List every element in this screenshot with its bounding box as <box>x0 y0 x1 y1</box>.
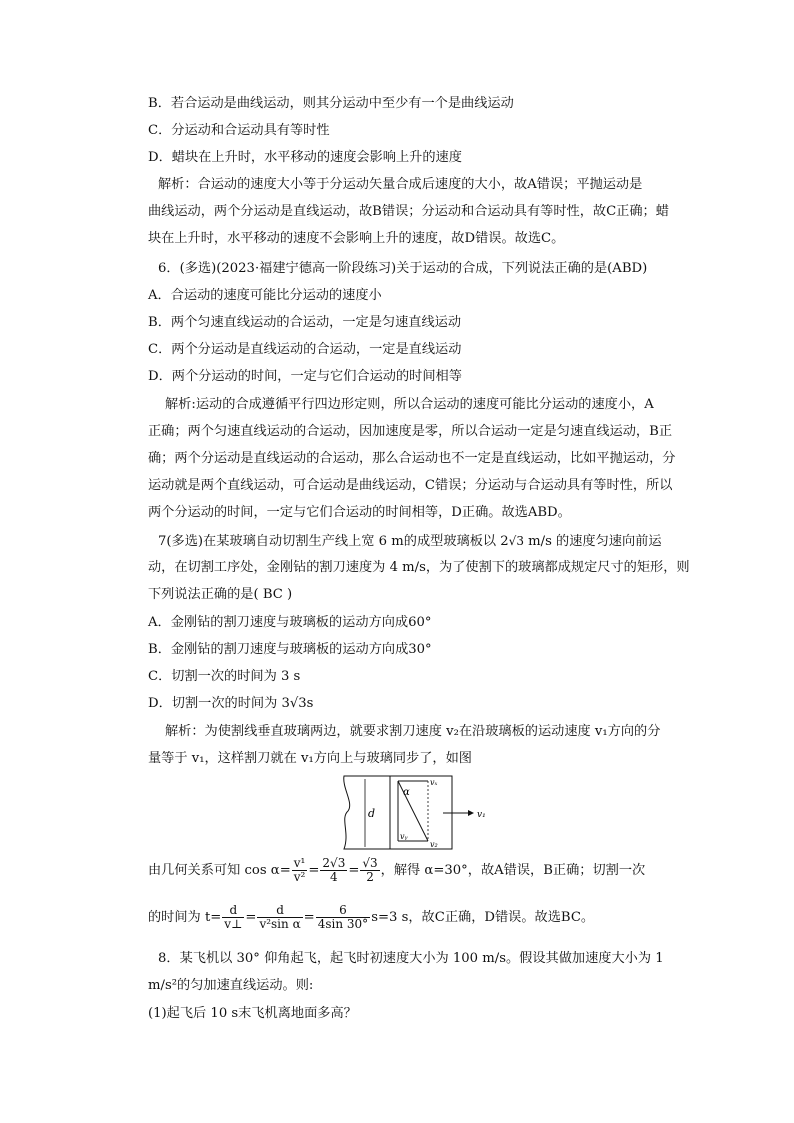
q7-equation-2: 的时间为 t= $\frac{d}{v\perp}$ = $\frac{d}{\text{v²sin α}}$ = $\frac{6}{4\sin 30^\circ}$ s=3 s，故C正确，D错误。故选BC。 <box>148 903 595 931</box>
eq2-frac-3 <box>316 904 370 931</box>
eq1-equals: = <box>348 863 360 878</box>
q6-stem: 6．(多选)(2023·福建宁德高一阶段练习)关于运动的合成，下列说法正确的是(ABD) <box>158 261 648 276</box>
eq1-frac-1 <box>292 857 308 884</box>
eq1-frac-3-num: √3 <box>362 856 378 870</box>
eq1-frac-1-num: v¹ <box>293 856 306 870</box>
q5-analysis-line: 块在上升时，水平移动的速度不会影响上升的速度，故D错误。故选C。 <box>148 231 565 246</box>
q5-option-d: D．蜡块在上升时，水平移动的速度会影响上升的速度 <box>148 150 462 165</box>
q7-stem-line-2: 动，在切割工序处，金刚钻的割刀速度为 4 m/s，为了使割下的玻璃都成规定尺寸的矩形，则 <box>148 560 690 575</box>
v1-label: v₁ <box>477 810 486 820</box>
q7-option-a: A．金刚钻的割刀速度与玻璃板的运动方向成60° <box>148 615 432 630</box>
glass-cutting-figure <box>340 773 490 853</box>
q6-analysis-line: 解析:运动的合成遵循平行四边形定则，所以合运动的速度可能比分运动的速度小，A <box>165 397 654 412</box>
eq2-frac-1-den: v⊥ <box>224 917 243 931</box>
eq2-frac-3-num: 6 <box>316 904 370 918</box>
eq2-frac-2-num: d <box>257 904 302 918</box>
eq1-frac-2-den: 4 <box>330 870 338 884</box>
eq1-prefix: 由几何关系可知 cos α= <box>148 863 291 878</box>
q7-option-b: B．金刚钻的割刀速度与玻璃板的运动方向成30° <box>148 642 432 657</box>
eq2-frac-2 <box>257 904 302 931</box>
eq2-suffix: s=3 s，故C正确，D错误。故选BC。 <box>371 910 595 925</box>
q5-analysis-line: 曲线运动，两个分运动是直线运动，故B错误；分运动和合运动具有等时性，故C正确；蜡 <box>148 204 669 219</box>
q8-stem-line-2: m/s²的匀加速直线运动。则: <box>148 978 314 993</box>
q7-stem-line-1 <box>158 532 662 551</box>
eq1-frac-3-den: 2 <box>366 870 374 884</box>
angle-label: α <box>403 787 410 798</box>
eq2-frac-1 <box>222 904 244 931</box>
eq1-frac-2-num: 2√3 <box>322 856 346 870</box>
q7-stem-line-3: 下列说法正确的是( BC ) <box>148 587 293 602</box>
eq1-frac-2 <box>320 857 347 884</box>
q7-equation-1 <box>148 856 645 886</box>
q7-stem-text: m/s 的速度匀速向前运 <box>523 534 662 549</box>
q7-analysis-line: 量等于 v₁，这样割刀就在 v₁方向上与玻璃同步了，如图 <box>148 751 472 766</box>
vy-label: vᵧ <box>400 832 408 841</box>
width-label: d <box>368 807 376 820</box>
eq1-equals: = <box>308 863 320 878</box>
q5-analysis-line: 解析：合运动的速度大小等于分运动矢量合成后速度的大小，故A错误；平抛运动是 <box>158 177 643 192</box>
q6-analysis-line: 正确；两个匀速直线运动的合运动，因加速度是零，所以合运动一定是匀速直线运动，B正 <box>148 424 672 439</box>
eq1-frac-1-den: v² <box>293 870 306 884</box>
q8-stem-line-1: 8．某飞机以 30° 仰角起飞，起飞时初速度大小为 100 m/s。假设其做加速度大小为 1 <box>158 951 664 966</box>
q6-analysis-line: 运动就是两个直线运动，可合运动是曲线运动，C错误；分运动与合运动具有等时性，所以 <box>148 478 673 493</box>
q7-option-d: D．切割一次的时间为 3√3s <box>148 696 314 711</box>
q6-analysis-line: 两个分运动的时间，一定与它们合运动的时间相等，D正确。故选ABD。 <box>148 505 571 520</box>
q7-stem-text: 7(多选)在某玻璃自动切割生产线上宽 6 m的成型玻璃板以 2 <box>158 534 509 549</box>
v2-label: v₂ <box>430 840 438 849</box>
eq2-frac-1-num: d <box>222 904 244 918</box>
q6-option-c: C．两个分运动是直线运动的合运动，一定是直线运动 <box>148 342 462 357</box>
q5-option-c: C．分运动和合运动具有等时性 <box>148 123 330 138</box>
q5-option-b: B．若合运动是曲线运动，则其分运动中至少有一个是曲线运动 <box>148 96 514 111</box>
q6-option-d: D．两个分运动的时间，一定与它们合运动的时间相等 <box>148 369 462 384</box>
eq2-frac-2-den: v²sin α <box>259 917 301 931</box>
q6-analysis-line: 确；两个分运动是直线运动的合运动，那么合运动也不一定是直线运动，比如平抛运动，分 <box>148 451 676 466</box>
q6-option-a: A．合运动的速度可能比分运动的速度小 <box>148 288 382 303</box>
q8-subquestion-1: (1)起飞后 10 s末飞机离地面多高？ <box>148 1006 357 1021</box>
eq2-prefix: 的时间为 t= <box>148 910 222 925</box>
vx-label: vₓ <box>430 778 438 787</box>
q7-analysis-line: 解析：为使割线垂直玻璃两边，就要求割刀速度 v₂在沿玻璃板的运动速度 v₁方向的分 <box>165 724 661 739</box>
eq1-frac-3 <box>360 857 379 884</box>
q6-option-b: B．两个匀速直线运动的合运动，一定是匀速直线运动 <box>148 315 462 330</box>
v1-arrowhead <box>468 810 474 816</box>
eq1-suffix: ，解得 α=30°，故A错误，B正确；切割一次 <box>380 863 646 878</box>
eq2-frac-3-den: 4sin 30° <box>317 917 369 931</box>
q7-option-c: C．切割一次的时间为 3 s <box>148 669 301 684</box>
q7-stem-sqrt: √3 <box>508 534 524 548</box>
